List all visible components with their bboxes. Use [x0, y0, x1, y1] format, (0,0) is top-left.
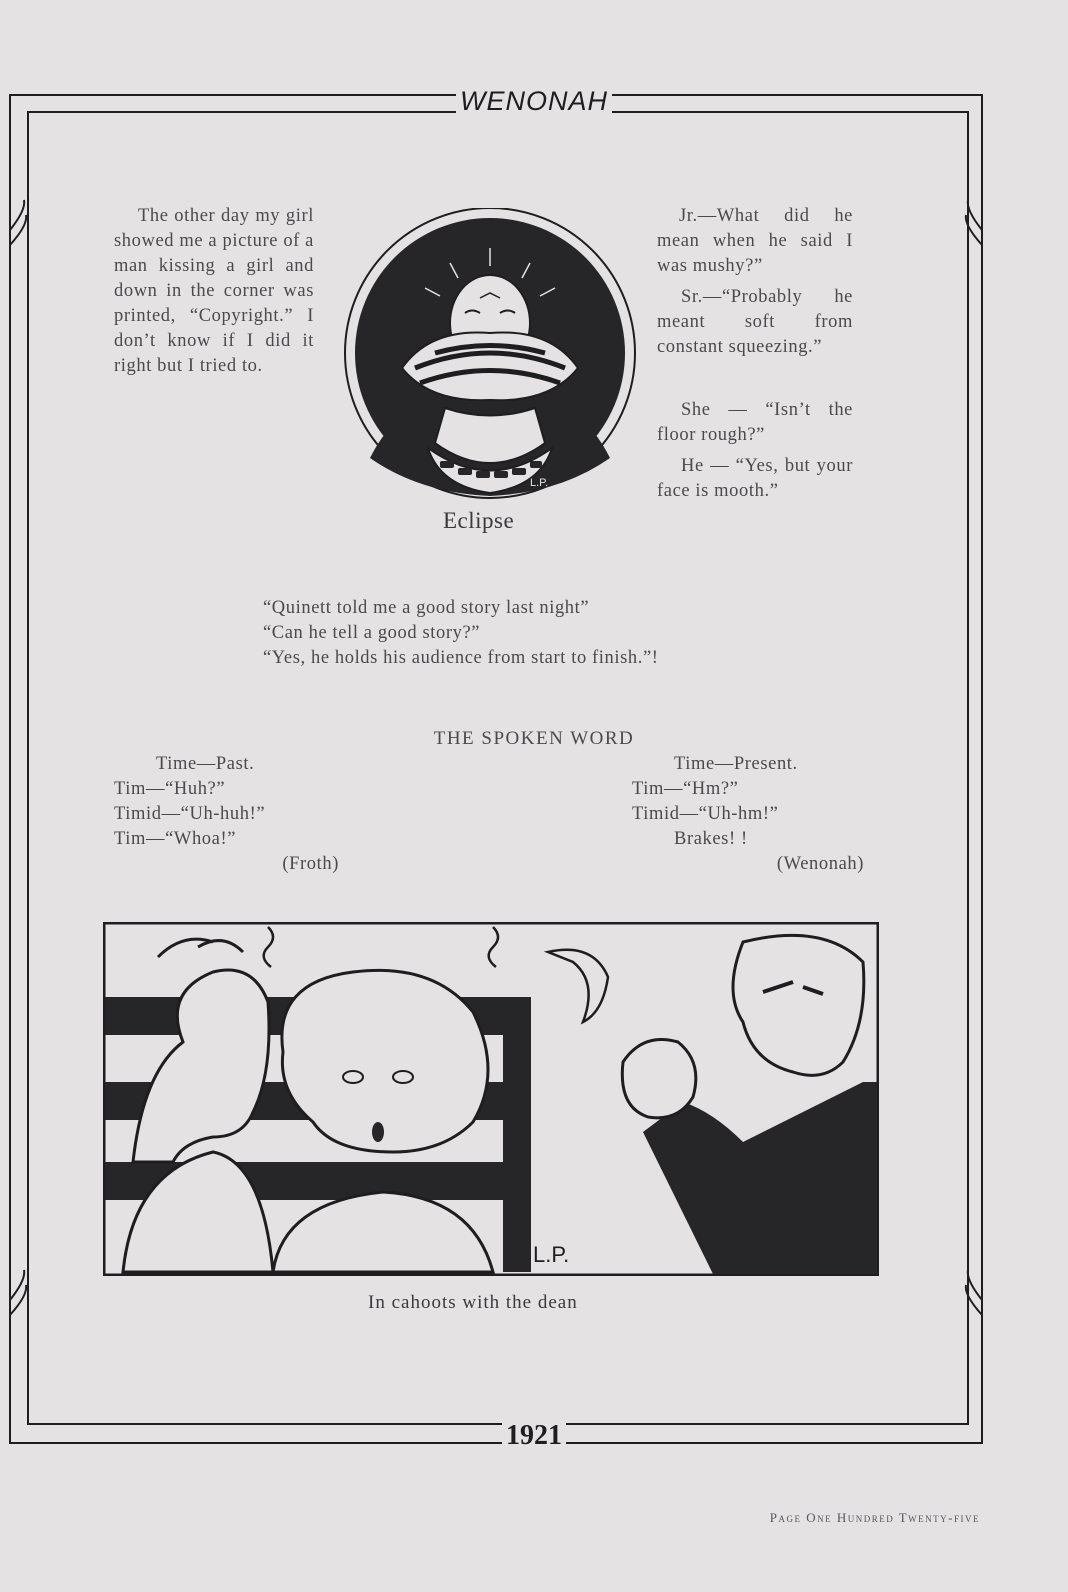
quinett-line3: “Yes, he holds his audience from start to finish.”! — [263, 648, 659, 668]
right-jokes — [657, 204, 853, 510]
past-line1: Tim—“Huh?” — [114, 779, 226, 799]
present-label: Time—Present. — [674, 754, 798, 774]
eclipse-signature: L.P. — [530, 477, 549, 489]
joke2-line2: He — “Yes, but your face is mooth.” — [657, 456, 853, 501]
left-joke — [114, 204, 314, 385]
quinett-line1: “Quinett told me a good story last night” — [263, 598, 590, 618]
past-line3: Tim—“Whoa!” — [114, 829, 237, 849]
present-line1: Tim—“Hm?” — [632, 779, 739, 799]
past-source: (Froth) — [282, 854, 339, 874]
quinett-joke — [263, 596, 783, 671]
past-line2: Timid—“Uh-huh!” — [114, 804, 266, 824]
spoken-word-present — [632, 752, 864, 877]
footer-year: 1921 — [0, 1420, 1068, 1452]
joke1-line1: Jr.—What did he mean when he said I was mushy?” — [657, 206, 853, 276]
cartoon-caption: In cahoots with the dean — [368, 1292, 578, 1313]
cartoon-panel — [103, 922, 879, 1276]
cartoon-signature: L.P. — [533, 1242, 570, 1267]
eclipse-caption: Eclipse — [443, 508, 515, 533]
past-label: Time—Past. — [156, 754, 255, 774]
joke1-line2: Sr.—“Probably he meant soft from constant squeezing.” — [657, 287, 853, 357]
eclipse-illustration — [340, 208, 640, 508]
present-source: (Wenonah) — [776, 854, 864, 874]
present-line2: Timid—“Uh-hm!” — [632, 804, 779, 824]
joke2-line1: She — “Isn’t the floor rough?” — [657, 400, 853, 445]
left-joke-text: The other day my girl showed me a picture of a man kissing a girl and down in the corner was printed, “Copyright.” I don’t know if I did it right but I tried to. — [114, 206, 314, 376]
masthead-title: WENONAH — [0, 86, 1068, 117]
spoken-word-past — [114, 752, 339, 877]
present-line3: Brakes! ! — [674, 829, 748, 849]
quinett-line2: “Can he tell a good story?” — [263, 623, 481, 643]
page-number-label: Page One Hundred Twenty-five — [769, 1510, 980, 1525]
spoken-word-title: THE SPOKEN WORD — [433, 728, 635, 749]
